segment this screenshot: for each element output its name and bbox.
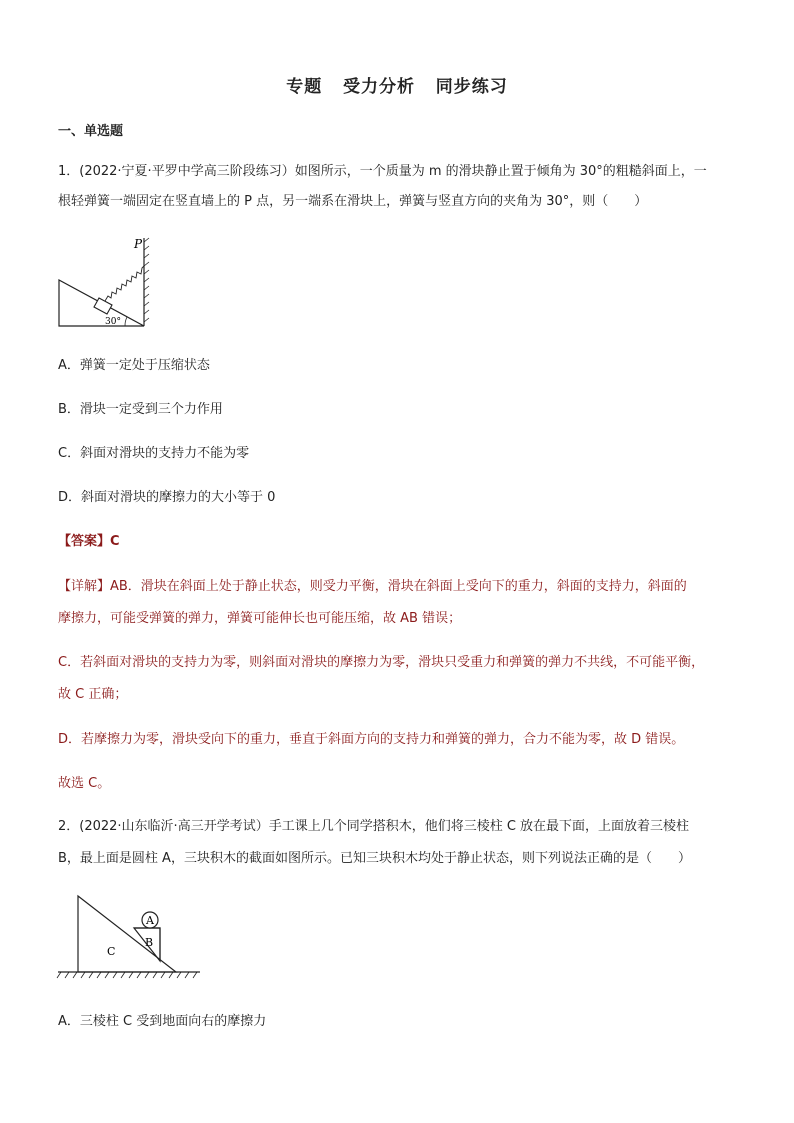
q2-stem-line-2: B，最上面是圆柱 A，三块积木的截面如图所示。已知三块积木均处于静止状态，则下列说法正确的是（ ） bbox=[58, 851, 691, 866]
label-p: P bbox=[134, 237, 143, 251]
q1-detail-line-3: C．若斜面对滑块的支持力为零，则斜面对滑块的摩擦力为零，滑块只受重力和弹簧的弹力不共线，不可能平衡， bbox=[58, 655, 705, 670]
q1-conclusion: 故选 C。 bbox=[58, 776, 111, 791]
q1-answer: 【答案】C bbox=[58, 534, 120, 549]
q1-detail-line-2: 摩擦力，可能受弹簧的弹力，弹簧可能伸长也可能压缩，故 AB 错误； bbox=[58, 611, 462, 626]
label-b: B bbox=[145, 936, 154, 949]
label-c: C bbox=[107, 945, 116, 958]
q1-stem-line-1: 1．(2022·宁夏·平罗中学高三阶段练习）如图所示，一个质量为 m 的滑块静止置于倾角为 30°的粗糙斜面上，一 bbox=[58, 164, 707, 179]
section-heading: 一、单选题 bbox=[58, 124, 124, 139]
q1-detail-line-1: 【详解】AB．滑块在斜面上处于静止状态，则受力平衡，滑块在斜面上受向下的重力，斜面的支持力，斜面的 bbox=[58, 579, 687, 594]
label-a: A bbox=[146, 914, 154, 927]
label-angle: 30° bbox=[105, 317, 121, 327]
q1-stem-line-2: 根轻弹簧一端固定在竖直墙上的 P 点，另一端系在滑块上，弹簧与竖直方向的夹角为 30°，则（ ） bbox=[58, 194, 648, 209]
page-title: 专题 受力分析 同步练习 bbox=[286, 77, 508, 97]
spring bbox=[105, 254, 144, 301]
wall-hatching bbox=[144, 238, 149, 322]
q2-figure-blocks bbox=[55, 890, 205, 986]
q1-option-b[interactable]: B．滑块一定受到三个力作用 bbox=[58, 402, 223, 417]
ground-hatching bbox=[57, 972, 197, 978]
q1-detail-line-4: 故 C 正确； bbox=[58, 687, 128, 702]
q2-option-a[interactable]: A．三棱柱 C 受到地面向右的摩擦力 bbox=[58, 1014, 267, 1029]
prism-c bbox=[78, 896, 176, 972]
q1-option-a[interactable]: A．弹簧一定处于压缩状态 bbox=[58, 358, 210, 373]
q1-detail-line-5: D．若摩擦力为零，滑块受向下的重力，垂直于斜面方向的支持力和弹簧的弹力，合力不能为零，故 D 错误。 bbox=[58, 732, 685, 747]
angle-arc bbox=[125, 317, 127, 326]
q1-figure-incline-spring bbox=[55, 232, 165, 332]
q1-option-d[interactable]: D．斜面对滑块的摩擦力的大小等于 0 bbox=[58, 490, 276, 505]
q1-option-c[interactable]: C．斜面对滑块的支持力不能为零 bbox=[58, 446, 250, 461]
q2-stem-line-1: 2．(2022·山东临沂·高三开学考试）手工课上几个同学搭积木，他们将三棱柱 C 放在最下面，上面放着三棱柱 bbox=[58, 819, 690, 834]
